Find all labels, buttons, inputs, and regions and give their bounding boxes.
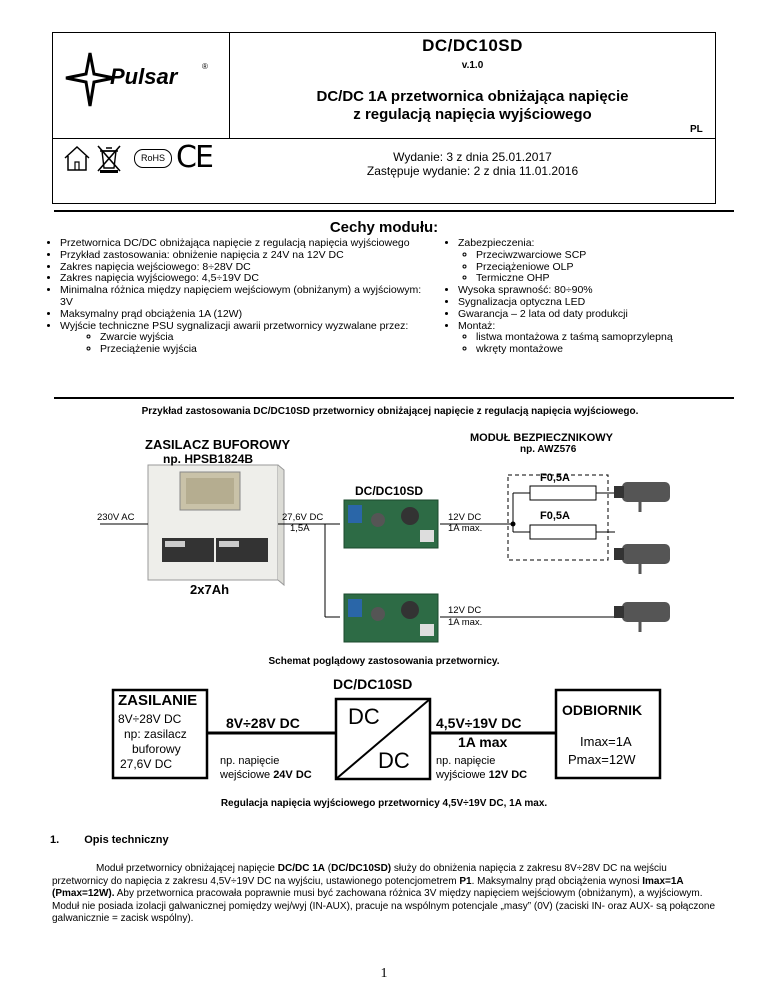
section-heading <box>50 834 169 846</box>
supply-details <box>118 712 204 772</box>
para-text: ( <box>325 863 332 874</box>
language-code: PL <box>690 124 703 135</box>
rohs-badge: RoHS <box>134 149 172 168</box>
fuse-module-title: MODUŁ BEZPIECZNIKOWY <box>470 432 613 444</box>
supply-line: np: zasilacz <box>124 727 187 741</box>
list-item: • Gwarancja – 2 lata od daty produkcji <box>458 309 748 321</box>
ce-mark: CE <box>176 140 212 175</box>
list-item <box>458 238 748 285</box>
technical-description <box>52 863 720 926</box>
list-item <box>60 321 428 356</box>
block-diagram <box>0 676 768 794</box>
supply-title: ZASILANIE <box>118 692 198 709</box>
list-item-text: Montaż: <box>458 319 496 332</box>
psu-cabinet <box>148 465 284 585</box>
module-label: DC/DC10SD <box>355 484 424 498</box>
para-text: Moduł przetwornicy obniżającej napięcie <box>96 863 278 874</box>
edition-date: Wydanie: 3 z dnia 25.01.2017 <box>393 150 552 164</box>
load-power: Pmax=12W <box>568 752 636 767</box>
note-line <box>436 768 527 782</box>
note-text: wyjściowe <box>436 769 489 781</box>
list-item-text: Wyjście techniczne PSU sygnalizacji awarii przetwornicy wyzwalane przez: <box>60 319 409 332</box>
features-list-left <box>46 238 428 356</box>
certification-icons <box>62 142 222 182</box>
output-max: 1A max <box>458 734 508 750</box>
note-line: np. napięcie <box>436 755 496 767</box>
doc-subtitle <box>229 88 716 124</box>
list-item: • Sygnalizacja optyczna LED <box>458 297 748 309</box>
note-line <box>220 768 312 782</box>
psu-title: ZASILACZ BUFOROWY <box>145 437 291 452</box>
example-caption: Przykład zastosowania DC/DC10SD przetwornicy obniżającej napięcie z regulacją napięcia wyjściowego. <box>141 406 639 417</box>
psu-output-current: 1,5A <box>290 523 310 534</box>
list-item: • Zakres napięcia wyjściowego: 4,5÷19V DC <box>60 273 428 285</box>
list-item: ◦ listwa montażowa z taśmą samoprzylepną <box>476 332 748 344</box>
supply-line: 8V÷28V DC <box>118 712 182 726</box>
camera-icon <box>614 602 670 632</box>
features-list-right <box>444 238 748 356</box>
section-separator <box>54 210 734 212</box>
para-bold: P1 <box>459 875 472 887</box>
list-item-text: Zabezpieczenia: <box>458 237 535 249</box>
para-text: służy do obniżenia napięcia z zakresu 8V÷28V DC na wejściu przetwornicy do napięcia z zakresu 4,5V÷19V DC na wyjściu, ustawionego potencjometrem <box>52 863 667 887</box>
input-note <box>220 754 312 782</box>
subtitle-line: z regulacją napięcia wyjściowego <box>353 106 592 123</box>
application-diagram <box>0 420 768 650</box>
doc-title: DC/DC10SD <box>422 36 523 55</box>
list-item: ◦ wkręty montażowe <box>476 344 748 356</box>
section-number: 1. <box>50 834 60 846</box>
dc-out-label: DC <box>378 748 410 773</box>
dcdc-board <box>344 594 438 642</box>
supply-line: 27,6V DC <box>120 757 173 771</box>
fuse-label: F0,5A <box>540 472 570 484</box>
load-title: ODBIORNIK <box>562 702 643 718</box>
note-value: 24V DC <box>273 769 312 781</box>
fuse-module-model: np. AWZ576 <box>520 444 577 455</box>
section-separator <box>54 397 734 399</box>
supersedes-date: Zastępuje wydanie: 2 z dnia 11.01.2016 <box>366 164 579 178</box>
indoor-use-icon <box>62 144 92 172</box>
list-item: • Wysoka sprawność: 80÷90% <box>458 285 748 297</box>
note-line: np. napięcie <box>220 755 280 767</box>
features-heading: Cechy modułu: <box>329 219 439 236</box>
psu-output-voltage: 27,6V DC <box>282 512 324 523</box>
output-voltage: 12V DC <box>448 512 482 523</box>
fuse-label: F0,5A <box>540 510 570 522</box>
output-range: 4,5V÷19V DC <box>436 715 522 731</box>
ac-input-label: 230V AC <box>97 512 135 523</box>
edition-info <box>229 150 716 178</box>
regulation-caption: Regulacja napięcia wyjściowego przetwornicy 4,5V÷19V DC, 1A max. <box>220 798 548 809</box>
load-current: Imax=1A <box>580 734 632 749</box>
list-item: ◦ Przeciążenie wyjścia <box>100 344 428 356</box>
para-bold: DC/DC 1A <box>277 863 325 874</box>
para-bold: DC/DC10SD) <box>331 863 392 874</box>
brand-name: Pulsar <box>110 64 178 89</box>
doc-version: v.1.0 <box>461 60 484 71</box>
output-current: 1A max. <box>448 617 483 628</box>
camera-icon <box>614 544 670 574</box>
dcdc-board <box>344 500 438 548</box>
sub-list <box>60 332 428 356</box>
output-voltage: 12V DC <box>448 605 482 616</box>
sub-list <box>458 332 748 356</box>
registered-mark: ® <box>202 62 208 71</box>
list-item: ◦ Przeciążeniowe OLP <box>476 262 748 274</box>
list-item <box>458 321 748 356</box>
list-item: ◦ Termiczne OHP <box>476 273 748 285</box>
overview-module-label: DC/DC10SD <box>333 676 413 692</box>
list-item: • Minimalna różnica między napięciem wejściowym (obniżanym) a wyjściowym: 3V <box>60 285 428 309</box>
dc-in-label: DC <box>348 704 380 729</box>
note-text: wejściowe <box>220 769 274 781</box>
para-bold: Imax=1A (Pmax=12W). <box>52 875 684 899</box>
para-text: . Maksymalny prąd obciążenia wynosi <box>471 875 643 887</box>
list-item: • Zakres napięcia wejściowego: 8÷28V DC <box>60 262 428 274</box>
pulsar-logo <box>62 50 222 110</box>
sub-list <box>458 250 748 285</box>
section-title: Opis techniczny <box>84 834 169 846</box>
list-item: • Przetwornica DC/DC obniżająca napięcie z regulacją napięcia wyjściowego <box>60 238 428 250</box>
list-item: ◦ Przeciwzwarciowe SCP <box>476 250 748 262</box>
input-range: 8V÷28V DC <box>226 715 300 731</box>
camera-icon <box>614 482 670 512</box>
subtitle-line: DC/DC 1A przetwornica obniżająca napięcie <box>316 88 629 105</box>
page-number: 1 <box>380 966 388 981</box>
output-current: 1A max. <box>448 523 483 534</box>
overview-caption: Schemat poglądowy zastosowania przetwornicy. <box>268 656 500 667</box>
list-item: ◦ Zwarcie wyjścia <box>100 332 428 344</box>
output-note <box>436 754 527 782</box>
list-item: • Maksymalny prąd obciążenia 1A (12W) <box>60 309 428 321</box>
psu-model: np. HPSB1824B <box>163 452 254 466</box>
para-text: Aby przetwornica pracowała poprawnie musi być zachowana różnica 3V między napięciem wejściowym (obniżanym), a wyjściowym. Moduł nie posiada izolacji galwanicznej pomiędzy wej/wyj (IN-AUX), pracuje na wspólnym potencjale „masy” (0V) (zaciski IN- oraz AUX- są połączone galwanicznie = zacisk wspólny). <box>52 888 716 924</box>
header-divider <box>52 138 716 139</box>
supply-line: buforowy <box>132 742 181 756</box>
note-value: 12V DC <box>488 769 528 781</box>
list-item: • Przykład zastosowania: obniżenie napięcia z 24V na 12V DC <box>60 250 428 262</box>
battery-label: 2x7Ah <box>190 582 230 597</box>
weee-bin-icon <box>96 144 122 174</box>
